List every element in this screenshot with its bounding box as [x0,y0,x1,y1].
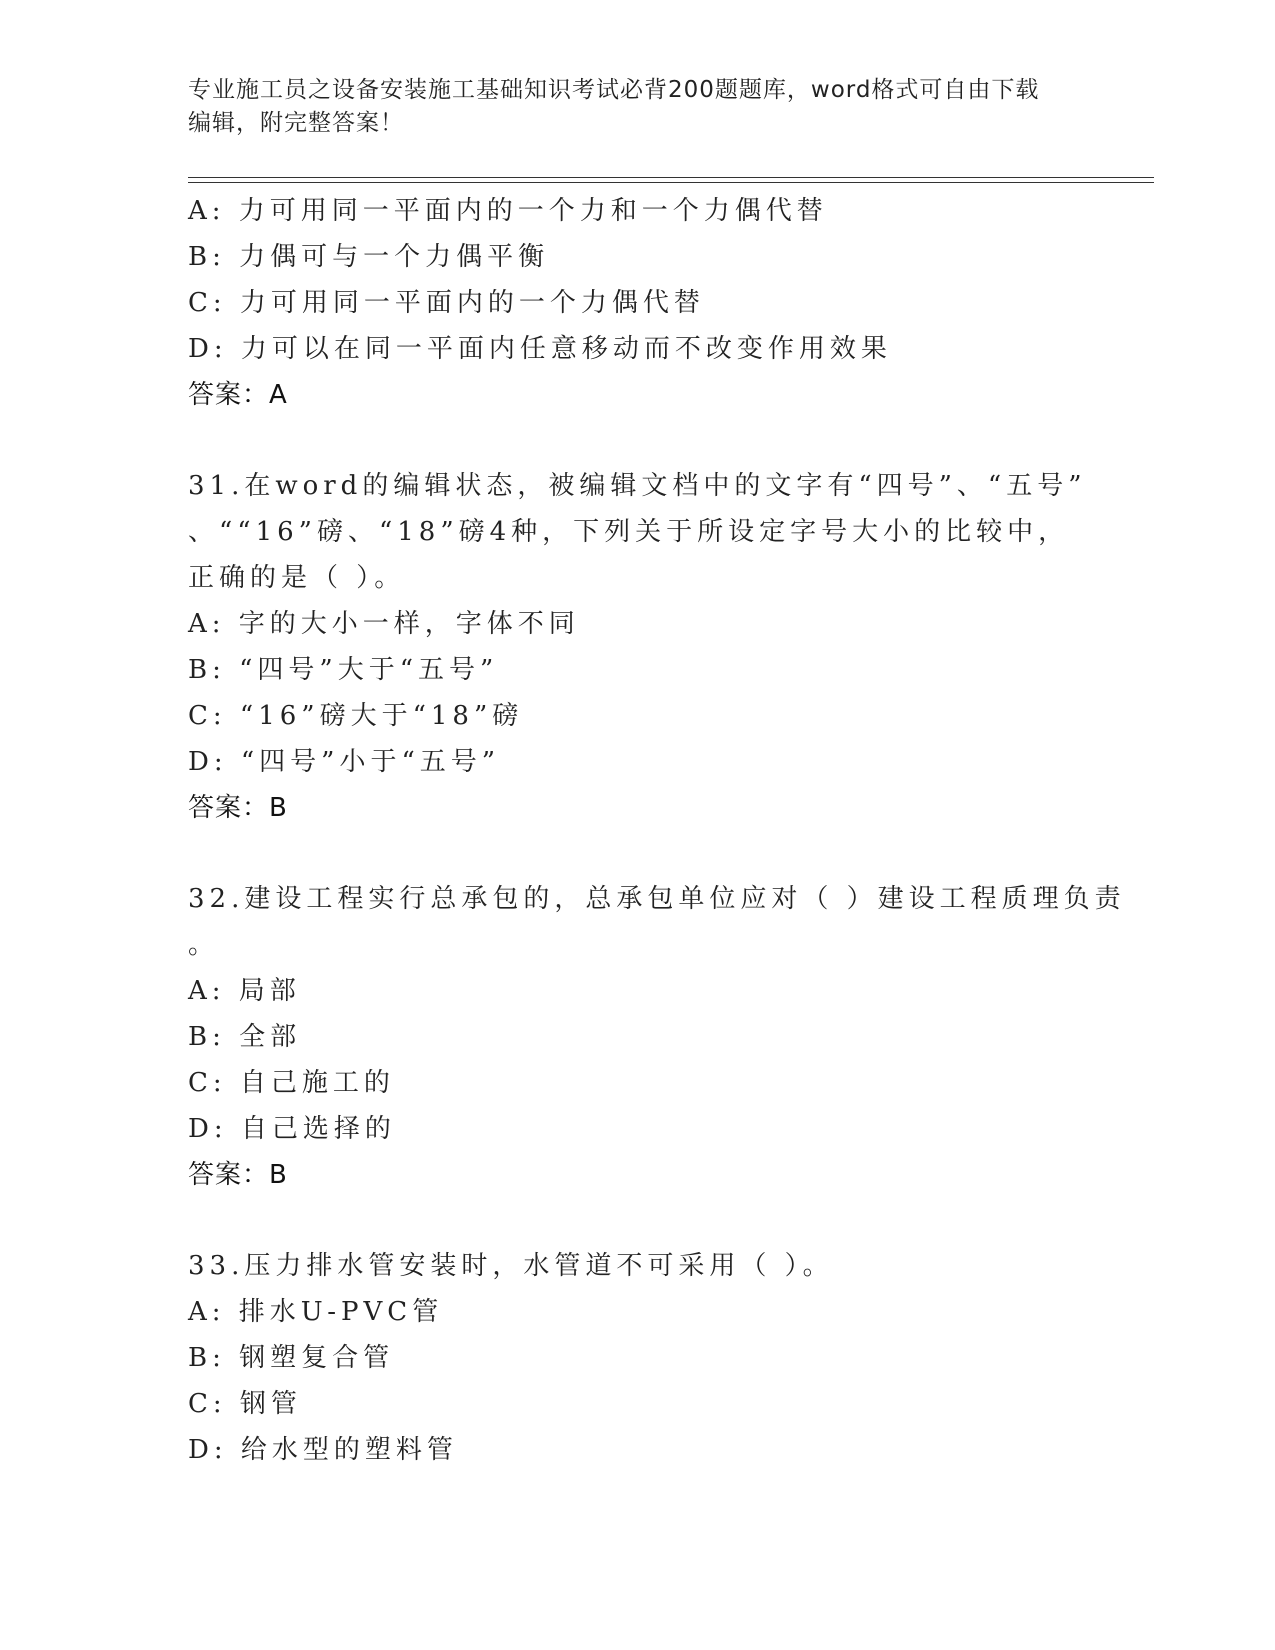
option-d: D: 自己选择的 [188,1114,396,1144]
answer: 答案：A [188,380,288,410]
question-stem-line: 33.压力排水管安装时，水管道不可采用（ ）。 [188,1251,834,1281]
header-line-1: 专业施工员之设备安装施工基础知识考试必背200题题库，word格式可自由下载 [188,77,1040,103]
answer: 答案：B [188,1160,288,1190]
option-d: D: 给水型的塑料管 [188,1435,458,1465]
question-stem-line: 32.建设工程实行总承包的，总承包单位应对（ ）建设工程质理负责 [188,884,1126,914]
question-content [188,188,1126,1473]
option-b: B: 力偶可与一个力偶平衡 [188,242,550,272]
option-a: A: 排水U-PVC管 [188,1297,444,1327]
header-rule-top [188,177,1154,178]
header-line-2: 编辑，附完整答案！ [188,110,404,136]
option-b: B: “四号”大于“五号” [188,655,499,685]
option-a: A: 字的大小一样，字体不同 [188,609,580,639]
option-b: B: 钢塑复合管 [188,1343,395,1373]
answer: 答案：B [188,793,288,823]
option-a: A: 力可用同一平面内的一个力和一个力偶代替 [188,196,828,226]
question-stem-line: 正确的是（ ）。 [188,563,406,593]
option-a: A: 局部 [188,976,301,1006]
question-31 [188,463,1088,831]
document-header [188,74,1088,140]
option-b: B: 全部 [188,1022,302,1052]
option-c: C: 自己施工的 [188,1068,395,1098]
question-stem-line: 31.在word的编辑状态，被编辑文档中的文字有“四号”、“五号” [188,471,1087,501]
option-c: C: “16”磅大于“18”磅 [188,701,524,731]
option-c: C: 钢管 [188,1389,302,1419]
spacer [188,1198,1088,1243]
question-stem-line: 。 [188,930,220,960]
option-d: D: “四号”小于“五号” [188,747,501,777]
question-stem-line: 、““16”磅、“18”磅4种，下列关于所设定字号大小的比较中， [188,517,1070,547]
option-d: D: 力可以在同一平面内任意移动而不改变作用效果 [188,334,892,364]
spacer [188,831,1088,876]
question-30 [188,188,1088,418]
spacer [188,418,1088,463]
question-33 [188,1243,1088,1473]
header-rule-bottom [188,182,1154,183]
question-32 [188,876,1126,1198]
option-c: C: 力可用同一平面内的一个力偶代替 [188,288,705,318]
